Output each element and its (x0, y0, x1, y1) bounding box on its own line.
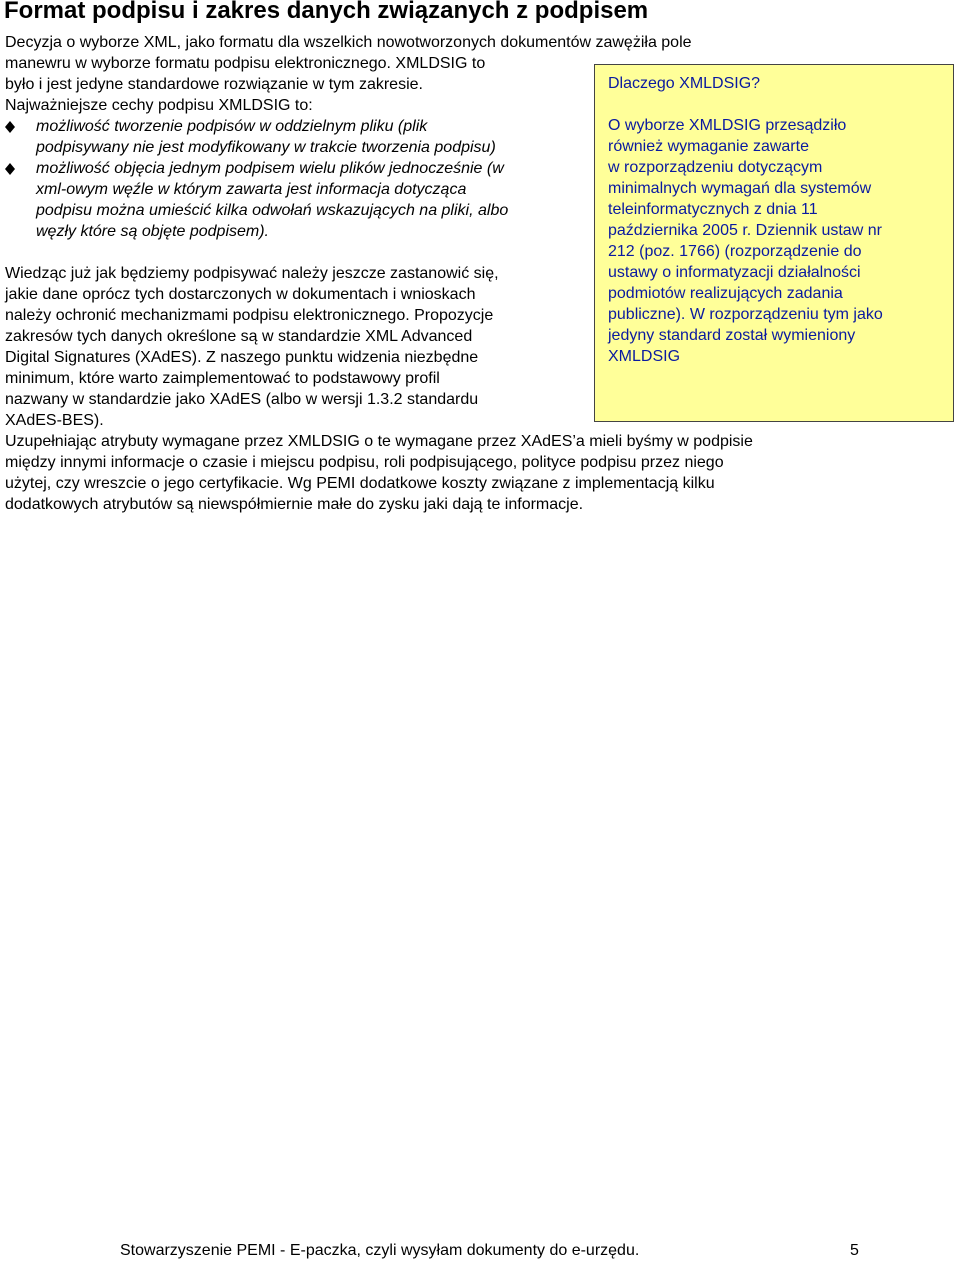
intro-line: było i jest jedyne standardowe rozwiązanie w tym zakresie. (5, 76, 423, 93)
callout-box (594, 64, 954, 422)
paragraph-line: między innymi informacje o czasie i miejscu podpisu, roli podpisującego, polityce podpisu przez niego (5, 454, 724, 471)
paragraph-line: dodatkowych atrybutów są niewspółmiernie małe do zysku jaki dają te informacje. (5, 496, 584, 513)
callout-line: publiczne). W rozporządzeniu tym jako (608, 306, 883, 323)
callout-line: XMLDSIG (608, 348, 681, 365)
footer-text: Stowarzyszenie PEMI - E-paczka, czyli wysyłam dokumenty do e-urzędu. (120, 1242, 640, 1259)
callout-line: 212 (poz. 1766) (rozporządzenie do (608, 243, 862, 260)
callout-line: października 2005 r. Dziennik ustaw nr (608, 222, 882, 239)
callout-line: minimalnych wymagań dla systemów (608, 180, 872, 197)
callout-line: w rozporządzeniu dotyczącym (608, 159, 823, 176)
page-title: Format podpisu i zakres danych związanych z podpisem (4, 0, 649, 24)
callout-line: ustawy o informatyzacji działalności (608, 264, 861, 281)
callout-line: podmiotów realizujących zadania (608, 285, 843, 302)
paragraph-line: Digital Signatures (XAdES). Z naszego punktu widzenia niezbędne (5, 349, 479, 366)
callout-title: Dlaczego XMLDSIG? (608, 75, 761, 92)
paragraph-line: należy ochronić mechanizmami podpisu elektronicznego. Propozycje (5, 307, 494, 324)
bullet-text-line: możliwość tworzenie podpisów w oddzielnym pliku (plik (36, 118, 428, 135)
bullet-text-line: podpisu można umieścić kilka odwołań wskazujących na pliki, albo (36, 202, 509, 219)
paragraph-line: jakie dane oprócz tych dostarczonych w dokumentach i wnioskach (5, 286, 476, 303)
page-number: 5 (850, 1242, 859, 1259)
paragraph-line: nazwany w standardzie jako XAdES (albo w wersji 1.3.2 standardu (5, 391, 479, 408)
bullet-text-line: możliwość objęcia jednym podpisem wielu plików jednocześnie (w (36, 160, 504, 177)
paragraph-line: Wiedząc już jak będziemy podpisywać należy jeszcze zastanowić się, (5, 265, 499, 282)
paragraph-line: użytej, czy wreszcie o jego certyfikacie. Wg PEMI dodatkowe koszty związane z implementacją kilku (5, 475, 715, 492)
diamond-bullet-icon (5, 163, 15, 175)
intro-line: Decyzja o wyborze XML, jako formatu dla wszelkich nowotworzonych dokumentów zawężiła pole (5, 34, 692, 51)
paragraph-line: minimum, które warto zaimplementować to podstawowy profil (5, 370, 440, 387)
paragraph-line: XAdES-BES). (5, 412, 104, 429)
bullet-text-line: węzły które są objęte podpisem). (36, 223, 269, 240)
intro-line: manewru w wyborze formatu podpisu elektronicznego. XMLDSIG to (5, 55, 486, 72)
bullet-text-line: xml-owym węźle w którym zawarta jest informacja dotycząca (36, 181, 467, 198)
paragraph-line: Uzupełniając atrybuty wymagane przez XMLDSIG o te wymagane przez XAdES’a mieli byśmy w podpisie (5, 433, 753, 450)
bullet-text-line: podpisywany nie jest modyfikowany w trakcie tworzenia podpisu) (36, 139, 496, 156)
diamond-bullet-icon (5, 121, 15, 133)
callout-line: O wyborze XMLDSIG przesądziło (608, 117, 847, 134)
intro-line: Najważniejsze cechy podpisu XMLDSIG to: (5, 97, 313, 114)
callout-line: jedyny standard został wymieniony (608, 327, 856, 344)
callout-line: teleinformatycznych z dnia 11 (608, 201, 818, 218)
callout-line: również wymaganie zawarte (608, 138, 809, 155)
paragraph-line: zakresów tych danych określone są w standardzie XML Advanced (5, 328, 473, 345)
